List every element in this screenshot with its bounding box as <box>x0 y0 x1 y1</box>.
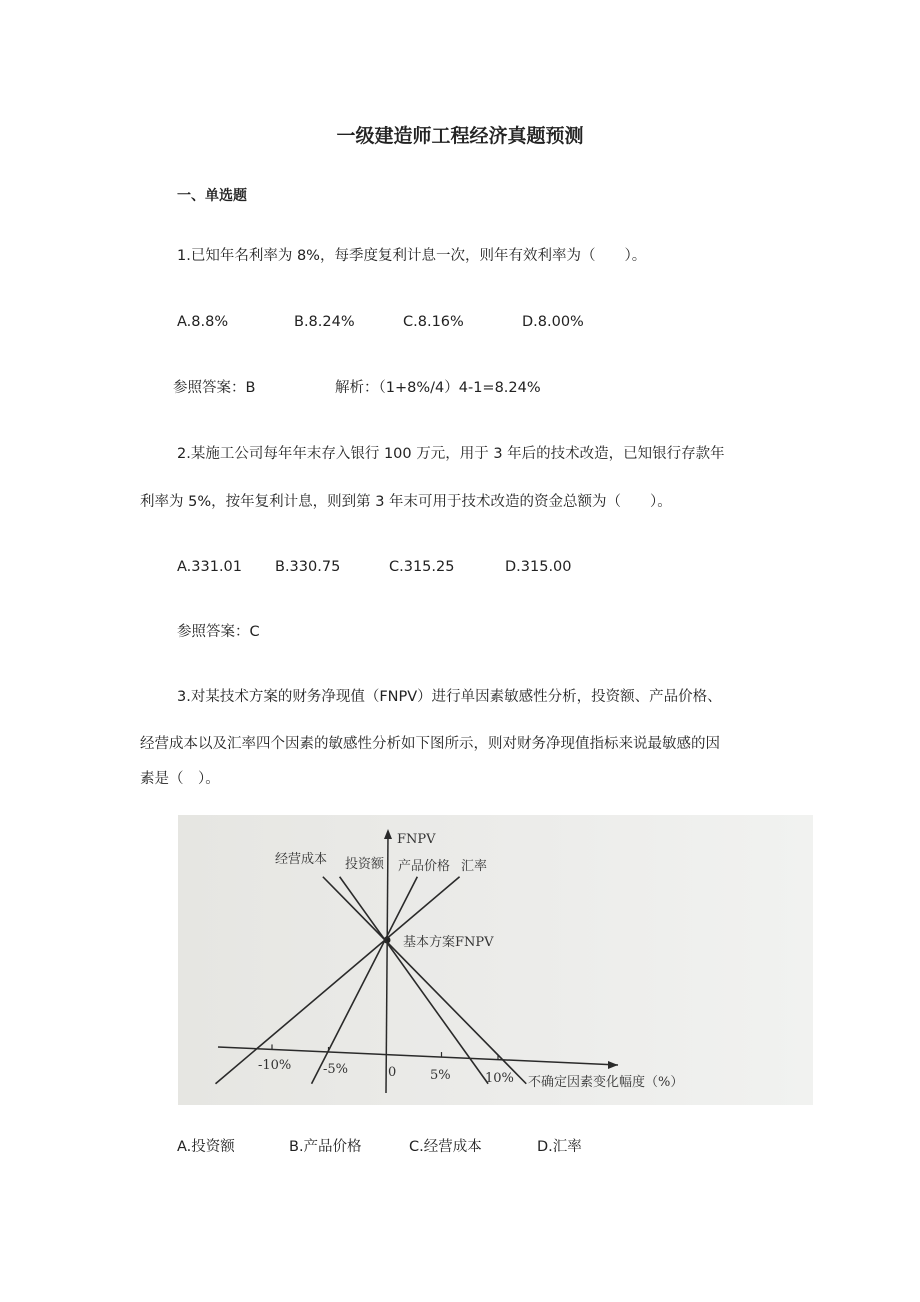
q2-option-d: D.315.00 <box>505 559 572 575</box>
x-axis-label: 不确定因素变化幅度（%） <box>528 1075 684 1090</box>
q1-option-b: B.8.24% <box>294 314 355 330</box>
y-axis-arrow-icon <box>384 829 392 839</box>
q1-answer: 参照答案：B <box>173 380 256 396</box>
q3-option-a: A.投资额 <box>177 1139 235 1155</box>
q3-option-d: D.汇率 <box>537 1139 582 1155</box>
question-2-text: 2.某施工公司每年年末存入银行 100 万元，用于 3 年后的技术改造，已知银行存款年 <box>177 446 725 462</box>
q3-option-c: C.经营成本 <box>409 1139 482 1155</box>
q1-option-c: C.8.16% <box>403 314 464 330</box>
series-label-operating-cost: 经营成本 <box>275 852 328 867</box>
x-tick-label: 5% <box>430 1068 451 1083</box>
series-line <box>312 877 418 1084</box>
section-heading: 一、单选题 <box>177 188 247 204</box>
q1-option-d: D.8.00% <box>522 314 584 330</box>
q3-option-b: B.产品价格 <box>289 1139 362 1155</box>
q2-answer: 参照答案：C <box>177 624 260 640</box>
x-axis-arrow-icon <box>608 1061 618 1069</box>
series-label-exchange-rate: 汇率 <box>461 859 488 874</box>
x-tick-label: -10% <box>258 1058 292 1073</box>
base-fnpv-label: 基本方案FNPV <box>403 935 494 950</box>
question-3-text-cont: 经营成本以及汇率四个因素的敏感性分析如下图所示，则对财务净现值指标来说最敏感的因 <box>140 736 720 752</box>
sensitivity-chart <box>178 815 813 1105</box>
q2-option-b: B.330.75 <box>275 559 341 575</box>
q1-analysis: 解析：（1+8%/4）4-1=8.24% <box>335 380 541 396</box>
page-title: 一级建造师工程经济真题预测 <box>336 125 584 147</box>
question-1-text: 1.已知年名利率为 8%，每季度复利计息一次，则年有效利率为（ ）。 <box>177 248 647 264</box>
x-tick-label: 0 <box>388 1065 397 1080</box>
question-3-text: 3.对某技术方案的财务净现值（FNPV）进行单因素敏感性分析，投资额、产品价格、 <box>177 689 722 705</box>
series-label-investment: 投资额 <box>345 857 385 872</box>
x-tick-label: -5% <box>323 1062 349 1077</box>
q2-option-a: A.331.01 <box>177 559 243 575</box>
series-label-price: 产品价格 <box>398 859 451 874</box>
series-line <box>340 877 488 1084</box>
q1-option-a: A.8.8% <box>177 314 229 330</box>
x-tick-label: 10% <box>485 1071 514 1086</box>
question-3-text-end: 素是（ ）。 <box>140 771 220 787</box>
y-axis-label: FNPV <box>397 832 436 847</box>
q2-option-c: C.315.25 <box>389 559 455 575</box>
question-2-text-cont: 利率为 5%，按年复利计息，则到第 3 年末可用于技术改造的资金总额为（ ）。 <box>140 494 672 510</box>
